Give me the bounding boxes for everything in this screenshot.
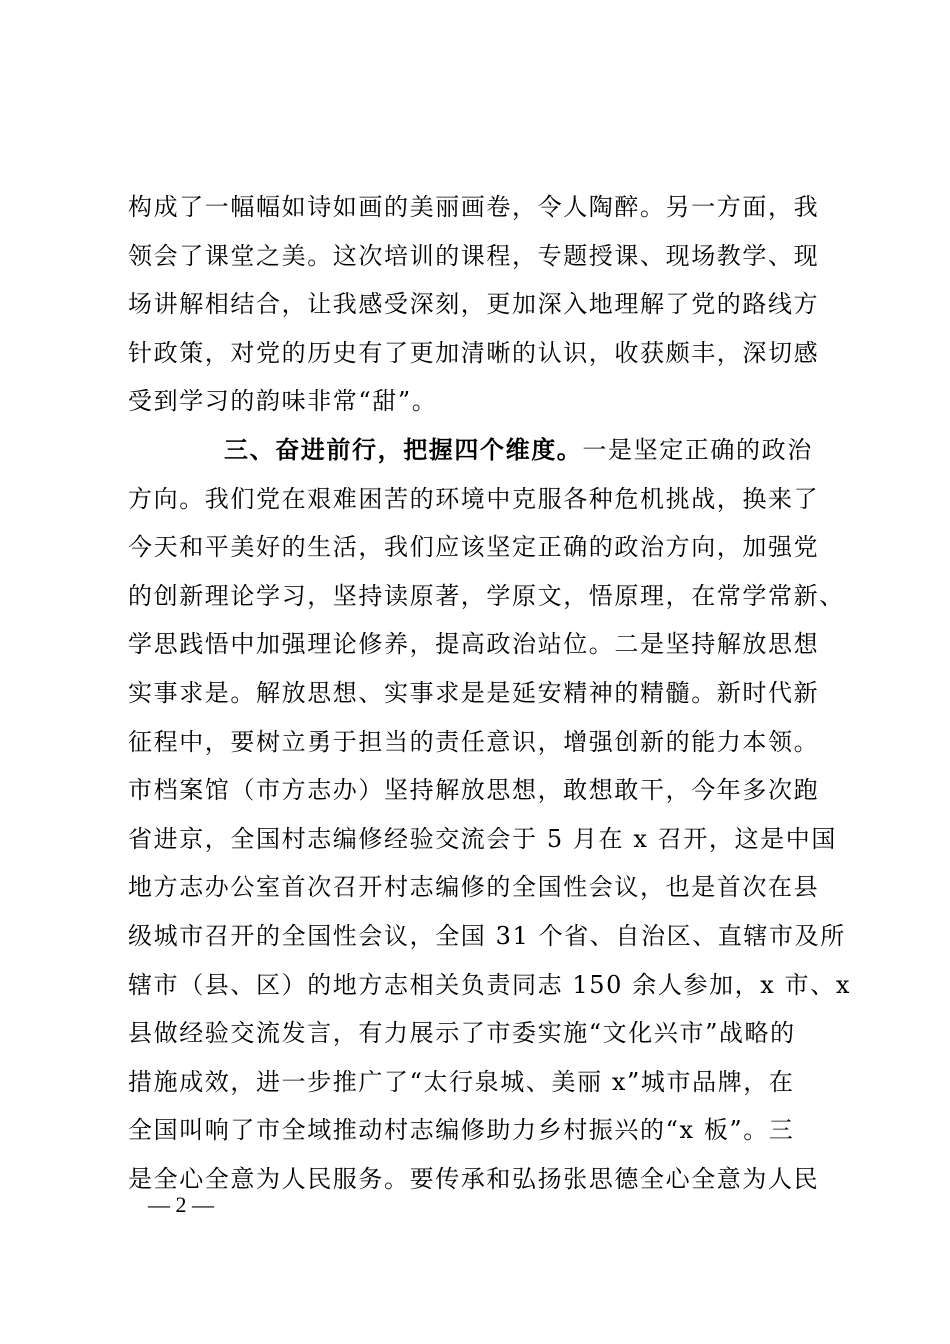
page-number: — 2 —	[148, 1192, 214, 1217]
text-line: 受到学习的韵味非常“甜”。	[128, 387, 438, 416]
text-line: 方向。我们党在艰难困苦的环境中克服各种危机挑战，换来了	[128, 484, 820, 513]
text-line: 征程中，要树立勇于担当的责任意识，增强创新的能力本领。	[128, 727, 820, 756]
text-line: 全国叫响了市全域推动村志编修助力乡村振兴的“x 板”。三	[128, 1116, 795, 1145]
body-text	[128, 183, 851, 1203]
text-line: 今天和平美好的生活，我们应该坚定正确的政治方向，加强党	[128, 533, 820, 562]
text-line: 是全心全意为人民服务。要传承和弘扬张思德全心全意为人民	[128, 1164, 820, 1193]
text-line: 领会了课堂之美。这次培训的课程，专题授课、现场教学、现	[128, 241, 820, 270]
text-line: 措施成效，进一步推广了“太行泉城、美丽 x”城市品牌，在	[128, 1067, 795, 1096]
section-first-line-text: 一是坚定正确的政治	[582, 435, 813, 464]
text-line: 场讲解相结合，让我感受深刻，更加深入地理解了党的路线方	[128, 290, 820, 319]
text-line: 地方志办公室首次召开村志编修的全国性会议，也是首次在县	[128, 873, 820, 902]
text-line: 县做经验交流发言，有力展示了市委实施“文化兴市”战略的	[128, 1019, 796, 1048]
section-first-line	[128, 426, 828, 475]
text-line: 实事求是。解放思想、实事求是是延安精神的精髓。新时代新	[128, 678, 820, 707]
text-line: 构成了一幅幅如诗如画的美丽画卷，令人陶醉。另一方面，我	[128, 193, 820, 221]
text-line: 的创新理论学习，坚持读原著，学原文，悟原理，在常学常新、	[128, 581, 845, 610]
text-line: 市档案馆（市方志办）坚持解放思想，敢想敢干，今年多次跑	[128, 776, 820, 805]
section-heading: 三、奋进前行，把握四个维度。	[224, 434, 583, 464]
text-line: 级城市召开的全国性会议，全国 31 个省、自治区、直辖市及所	[128, 921, 846, 950]
text-line: 学思践悟中加强理论修养，提高政治站位。二是坚持解放思想	[128, 630, 820, 659]
text-line: 省进京，全国村志编修经验交流会于 5 月在 x 召开，这是中国	[128, 824, 837, 853]
text-line: 辖市（县、区）的地方志相关负责同志 150 余人参加，x 市、x	[128, 970, 851, 999]
text-line: 针政策，对党的历史有了更加清晰的认识，收获颇丰，深切感	[128, 338, 820, 367]
